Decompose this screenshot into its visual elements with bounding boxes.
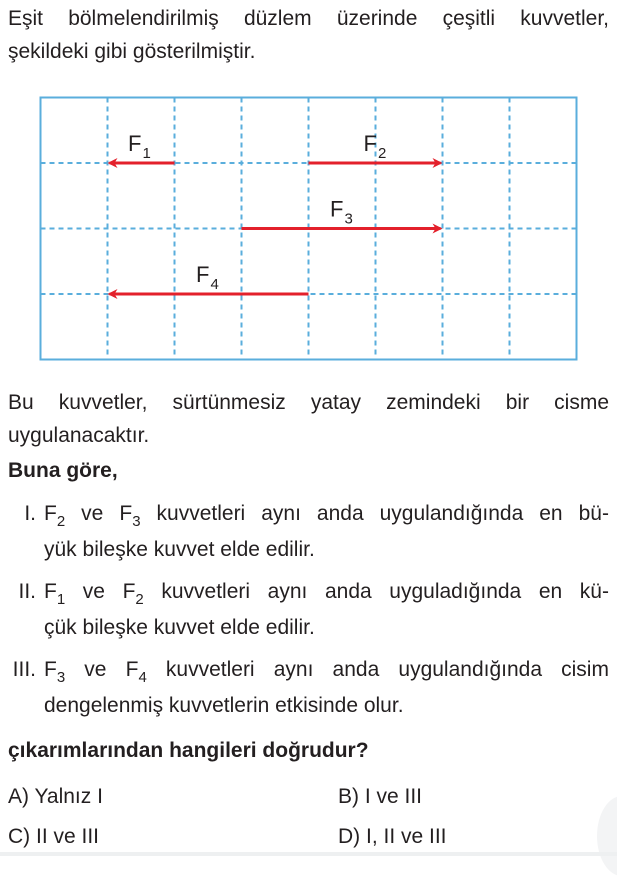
force-grid-figure (0, 0, 617, 380)
statement-line-1: $F_1$ ve $F_2$ kuvvetleri aynı anda uyguladığında en kü- (44, 580, 609, 608)
context-line-2: uygulanacaktır. (8, 424, 150, 447)
force-label-3: $F_3$ (330, 196, 353, 228)
force-label-2: $F_2$ (363, 131, 387, 162)
statement-line-2: dengelenmiş kuvvetlerin etkisinde olur. (44, 694, 404, 717)
force-label-1: $F_1$ (128, 131, 151, 162)
statement-line-2: çük bileşke kuvvet elde edilir. (44, 616, 315, 639)
statement-line-1: $F_2$ ve $F_3$ kuvvetleri aynı anda uygulandığında en bü- (44, 502, 609, 530)
context-paragraph (8, 386, 609, 452)
bottom-edge (0, 852, 617, 856)
question-text: çıkarımlarından hangileri doğrudur? (8, 739, 369, 762)
statement-line-1: $F_3$ ve $F_4$ kuvvetleri aynı anda uygulandığında cisim (44, 658, 609, 686)
option-b[interactable]: B) I ve III (338, 785, 423, 808)
question-lead: Buna göre, (8, 459, 118, 482)
statement-line-2: yük bileşke kuvvet elde edilir. (44, 538, 315, 561)
statement-number: II. (18, 580, 36, 603)
force-labels (128, 131, 386, 293)
page-corner-decoration (597, 796, 617, 876)
option-d[interactable]: D) I, II ve III (338, 825, 447, 848)
option-a[interactable]: A) Yalnız I (8, 785, 103, 808)
force-label-4: $F_4$ (196, 262, 219, 293)
intro-line-1: Eşit bölmelendirilmiş düzlem üzerinde çeşitli kuvvetler, (8, 7, 609, 30)
intro-line-2: şekildeki gibi gösterilmiştir. (8, 40, 256, 63)
statement-number: III. (12, 658, 36, 681)
statement-number: I. (24, 502, 36, 525)
context-line-1: Bu kuvvetler, sürtünmesiz yatay zemindeki bir cisme (8, 391, 609, 414)
option-c[interactable]: C) II ve III (8, 825, 100, 848)
